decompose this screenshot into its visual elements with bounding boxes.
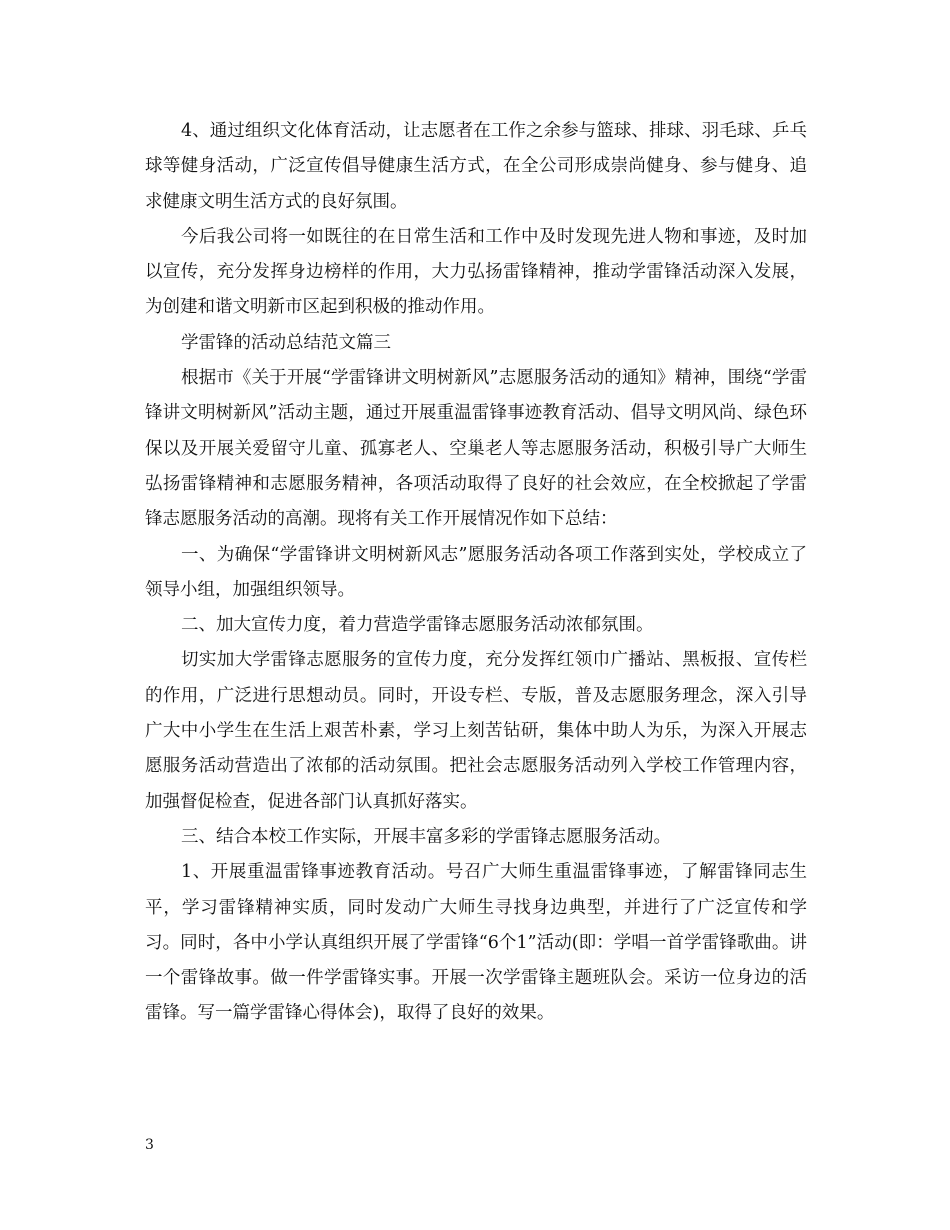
page-number: 3	[145, 1137, 154, 1153]
document-body	[145, 114, 807, 1032]
paragraph-leadership-group: 一、为确保“学雷锋讲文明树新风志”愿服务活动各项工作落到实处，学校成立了领导小组，加强组织领导。	[145, 544, 807, 600]
paragraph-activities-heading: 三、结合本校工作实际，开展丰富多彩的学雷锋志愿服务活动。	[181, 826, 671, 847]
section-heading: 学雷锋的活动总结范文篇三	[181, 332, 391, 353]
paragraph-publicity-details: 切实加大学雷锋志愿服务的宣传力度，充分发挥红领巾广播站、黑板报、宣传栏的作用，广泛进行思想动员。同时，开设专栏、专版，普及志愿服务理念，深入引导广大中小学生在生活上艰苦朴素，学习上刻苦钻研，集体中助人为乐，为深入开展志愿服务活动营造出了浓郁的活动氛围。把社会志愿服务活动列入学校工作管理内容，加强督促检查，促进各部门认真抓好落实。	[145, 650, 807, 812]
paragraph-publicity-heading: 二、加大宣传力度，着力营造学雷锋志愿服务活动浓郁氛围。	[181, 615, 654, 636]
paragraph-introduction: 根据市《关于开展“学雷锋讲文明树新风”志愿服务活动的通知》精神，围绕“学雷锋讲文明树新风”活动主题，通过开展重温雷锋事迹教育活动、倡导文明风尚、绿色环保以及开展关爱留守儿童、孤寡老人、空巢老人等志愿服务活动，积极引导广大师生弘扬雷锋精神和志愿服务精神，各项活动取得了良好的社会效应，在全校掀起了学雷锋志愿服务活动的高潮。现将有关工作开展情况作如下总结：	[145, 368, 807, 530]
paragraph-education-activity: 1、开展重温雷锋事迹教育活动。号召广大师生重温雷锋事迹，了解雷锋同志生平，学习雷锋精神实质，同时发动广大师生寻找身边典型，并进行了广泛宣传和学习。同时，各中小学认真组织开展了学雷锋“6个1”活动(即：学唱一首学雷锋歌曲。讲一个雷锋故事。做一件学雷锋实事。开展一次学雷锋主题班队会。采访一位身边的活雷锋。写一篇学雷锋心得体会)，取得了良好的效果。	[145, 862, 807, 1024]
paragraph-future-plans: 今后我公司将一如既往的在日常生活和工作中及时发现先进人物和事迹，及时加以宣传，充分发挥身边榜样的作用，大力弘扬雷锋精神，推动学雷锋活动深入发展，为创建和谐文明新市区起到积极的推动作用。	[145, 226, 807, 318]
paragraph-sports-activities: 4、通过组织文化体育活动，让志愿者在工作之余参与篮球、排球、羽毛球、乒乓球等健身活动，广泛宣传倡导健康生活方式，在全公司形成崇尚健身、参与健身、追求健康文明生活方式的良好氛围。	[145, 121, 807, 212]
